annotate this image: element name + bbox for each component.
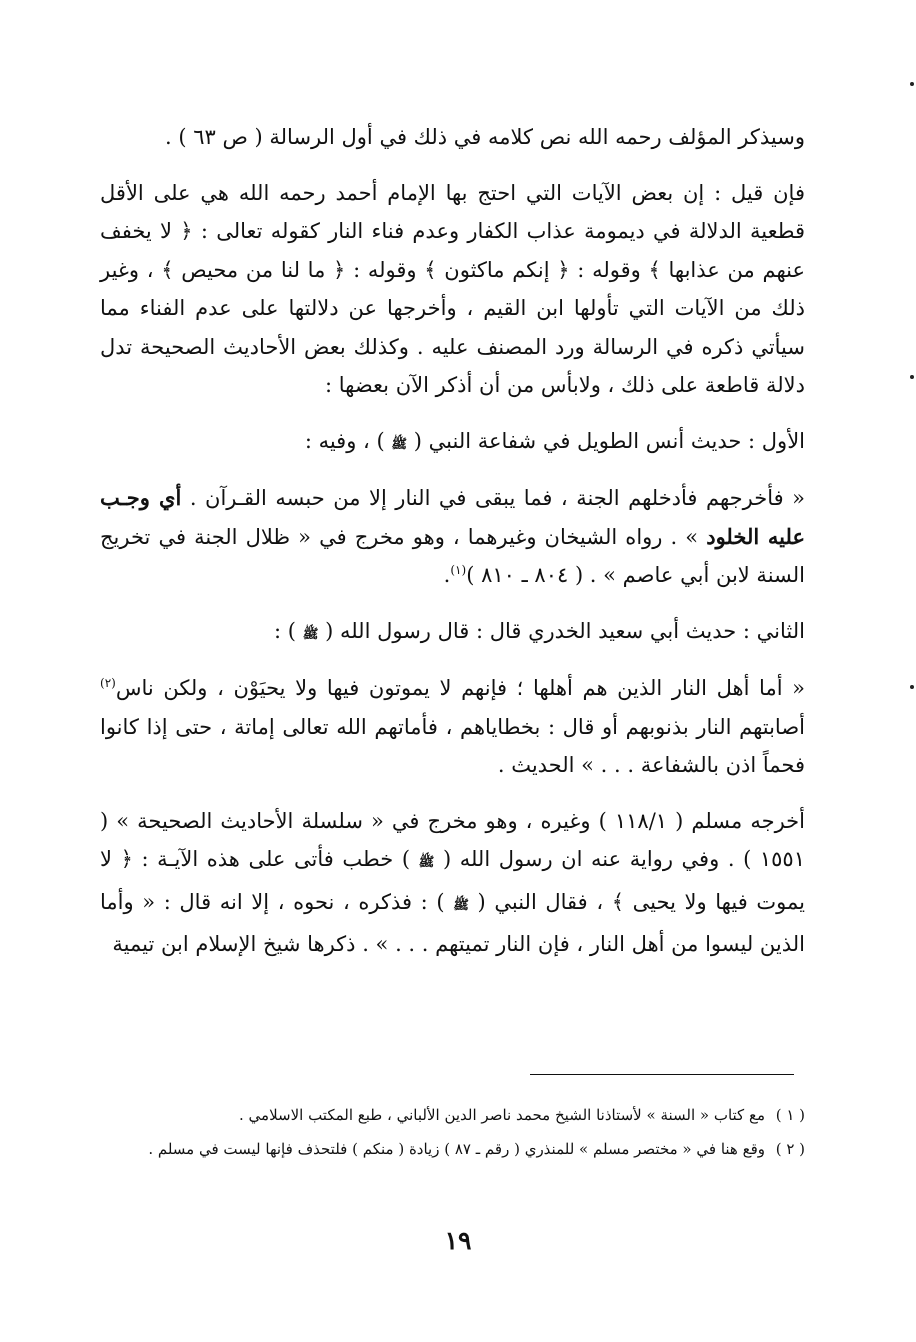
paragraph-text: ) :: [274, 618, 296, 643]
footnote-ref-1: (١): [450, 563, 467, 577]
paragraph-text: أصابتهم النار بذنوبهم أو قال : بخطاياهم ، فأماتهم الله تعالى إماتة ، حتى إذا كانوا فحماً اذن بالشفاعة . . . » الحديث .: [100, 714, 805, 777]
paragraph-second-hadith-heading: [100, 612, 805, 655]
paragraph-objection: [100, 174, 805, 405]
footnotes: [100, 1100, 805, 1168]
paragraph-first-hadith-quote: [100, 479, 805, 595]
footnote-ref-2: (٢): [100, 676, 116, 690]
paragraph-text: « أما أهل النار الذين هم أهلها ؛ فإنهم لا يموتون فيها ولا يحيَوْن ، ولكن ناس: [115, 676, 805, 700]
margin-dot: [910, 685, 914, 689]
honorific-glyph: ﷺ: [453, 897, 469, 913]
paragraph-text: .: [443, 563, 451, 587]
honorific-glyph: ﷺ: [302, 626, 319, 642]
honorific-glyph: ﷺ: [418, 855, 435, 870]
paragraph-text: الأول : حديث أنس الطويل في شفاعة النبي (: [413, 428, 805, 453]
page-number: ١٩: [444, 1226, 472, 1255]
honorific-glyph: ﷺ: [391, 436, 408, 452]
paragraph-text: وسيذكر المؤلف رحمه الله نص كلامه في ذلك في أول الرسالة ( ص ٦٣ ) .: [165, 125, 805, 149]
footnote-text: وقع هنا في « مختصر مسلم » للمنذري ( رقم ـ ٨٧ ) زيادة ( منكم ) فلتحذف فإنها ليست في مسلم .: [148, 1140, 765, 1158]
paragraph-text: ) : فذكره ، نحوه ، إلا انه قال : « وأما الذين ليسوا من أهل النار ، فإن النار تميتهم . . . » . ذكرها شيخ الإسلام ابن تيمية: [100, 889, 805, 956]
paragraph-text: فإن قيل : إن بعض الآيات التي احتج بها الإمام أحمد رحمه الله هي على الأقل قطعية الدلالة في ديمومة عذاب الكفار وعدم فناء النار كقوله تعالى : ﴿ لا يخفف عنهم من عذابها ﴾ وقوله : ﴿ إنكم ماكثون ﴾ وقوله : ﴿ ما لنا من محيص ﴾ ، وغير ذلك من الآيات التي تأولها ابن القيم ، وأخرجها عن دلالتها على عدم الفناء مما سيأتي ذكره في الرسالة ورد المصنف عليه . وكذلك بعض الأحاديث الصحيحة تدل دلالة قاطعة على ذلك ، ولابأس من أن أذكر الآن بعضها :: [100, 180, 805, 397]
paragraph-text: الثاني : حديث أبي سعيد الخدري قال : قال رسول الله (: [325, 618, 805, 643]
paragraph-text: أخرجه مسلم ( ١١٨/١ ) وغيره ، وهو مخرج في « سلسلة الأحاديث الصحيحة » ( ١٥٥١ ) . وفي رواية عنه ان رسول الله (: [100, 808, 805, 871]
footnote-1: [100, 1100, 805, 1130]
margin-dot: [910, 375, 914, 379]
footnote-2: [100, 1134, 805, 1164]
paragraph-text: ) ، وفيه :: [304, 428, 385, 453]
main-text: [100, 118, 805, 964]
footnote-text: مع كتاب « السنة » لأستاذنا الشيخ محمد ناصر الدين الألباني ، طبع المكتب الاسلامي .: [239, 1106, 765, 1124]
paragraph-first-hadith-heading: [100, 422, 805, 465]
paragraph-takhrij: [100, 802, 805, 964]
bold-phrase: أي وجـب عليه الخلود: [100, 485, 805, 549]
footnote-separator: [530, 1074, 794, 1075]
paragraph-text: « فأخرجهم فأدخلهم الجنة ، فما يبقى في النار إلا من حبسه القـرآن .: [189, 486, 805, 510]
paragraph-intro-note: [100, 118, 805, 157]
paragraph-text: » . رواه الشيخان وغيرهما ، وهو مخرج في « ظلال الجنة في تخريج السنة لابن أبي عاصم » . ( ٨٠٤ ـ ٨١٠ ): [100, 524, 805, 587]
footnote-number: ( ٢ ): [775, 1140, 805, 1158]
paragraph-second-hadith-quote: [100, 669, 805, 785]
footnote-number: ( ١ ): [775, 1106, 805, 1124]
margin-dot: [910, 82, 914, 86]
paragraph-text: ) خطب فأتى على هذه الآيـة : ﴿ لا يموت فيها ولا يحيى ﴾ ، فقال النبي (: [100, 847, 805, 914]
